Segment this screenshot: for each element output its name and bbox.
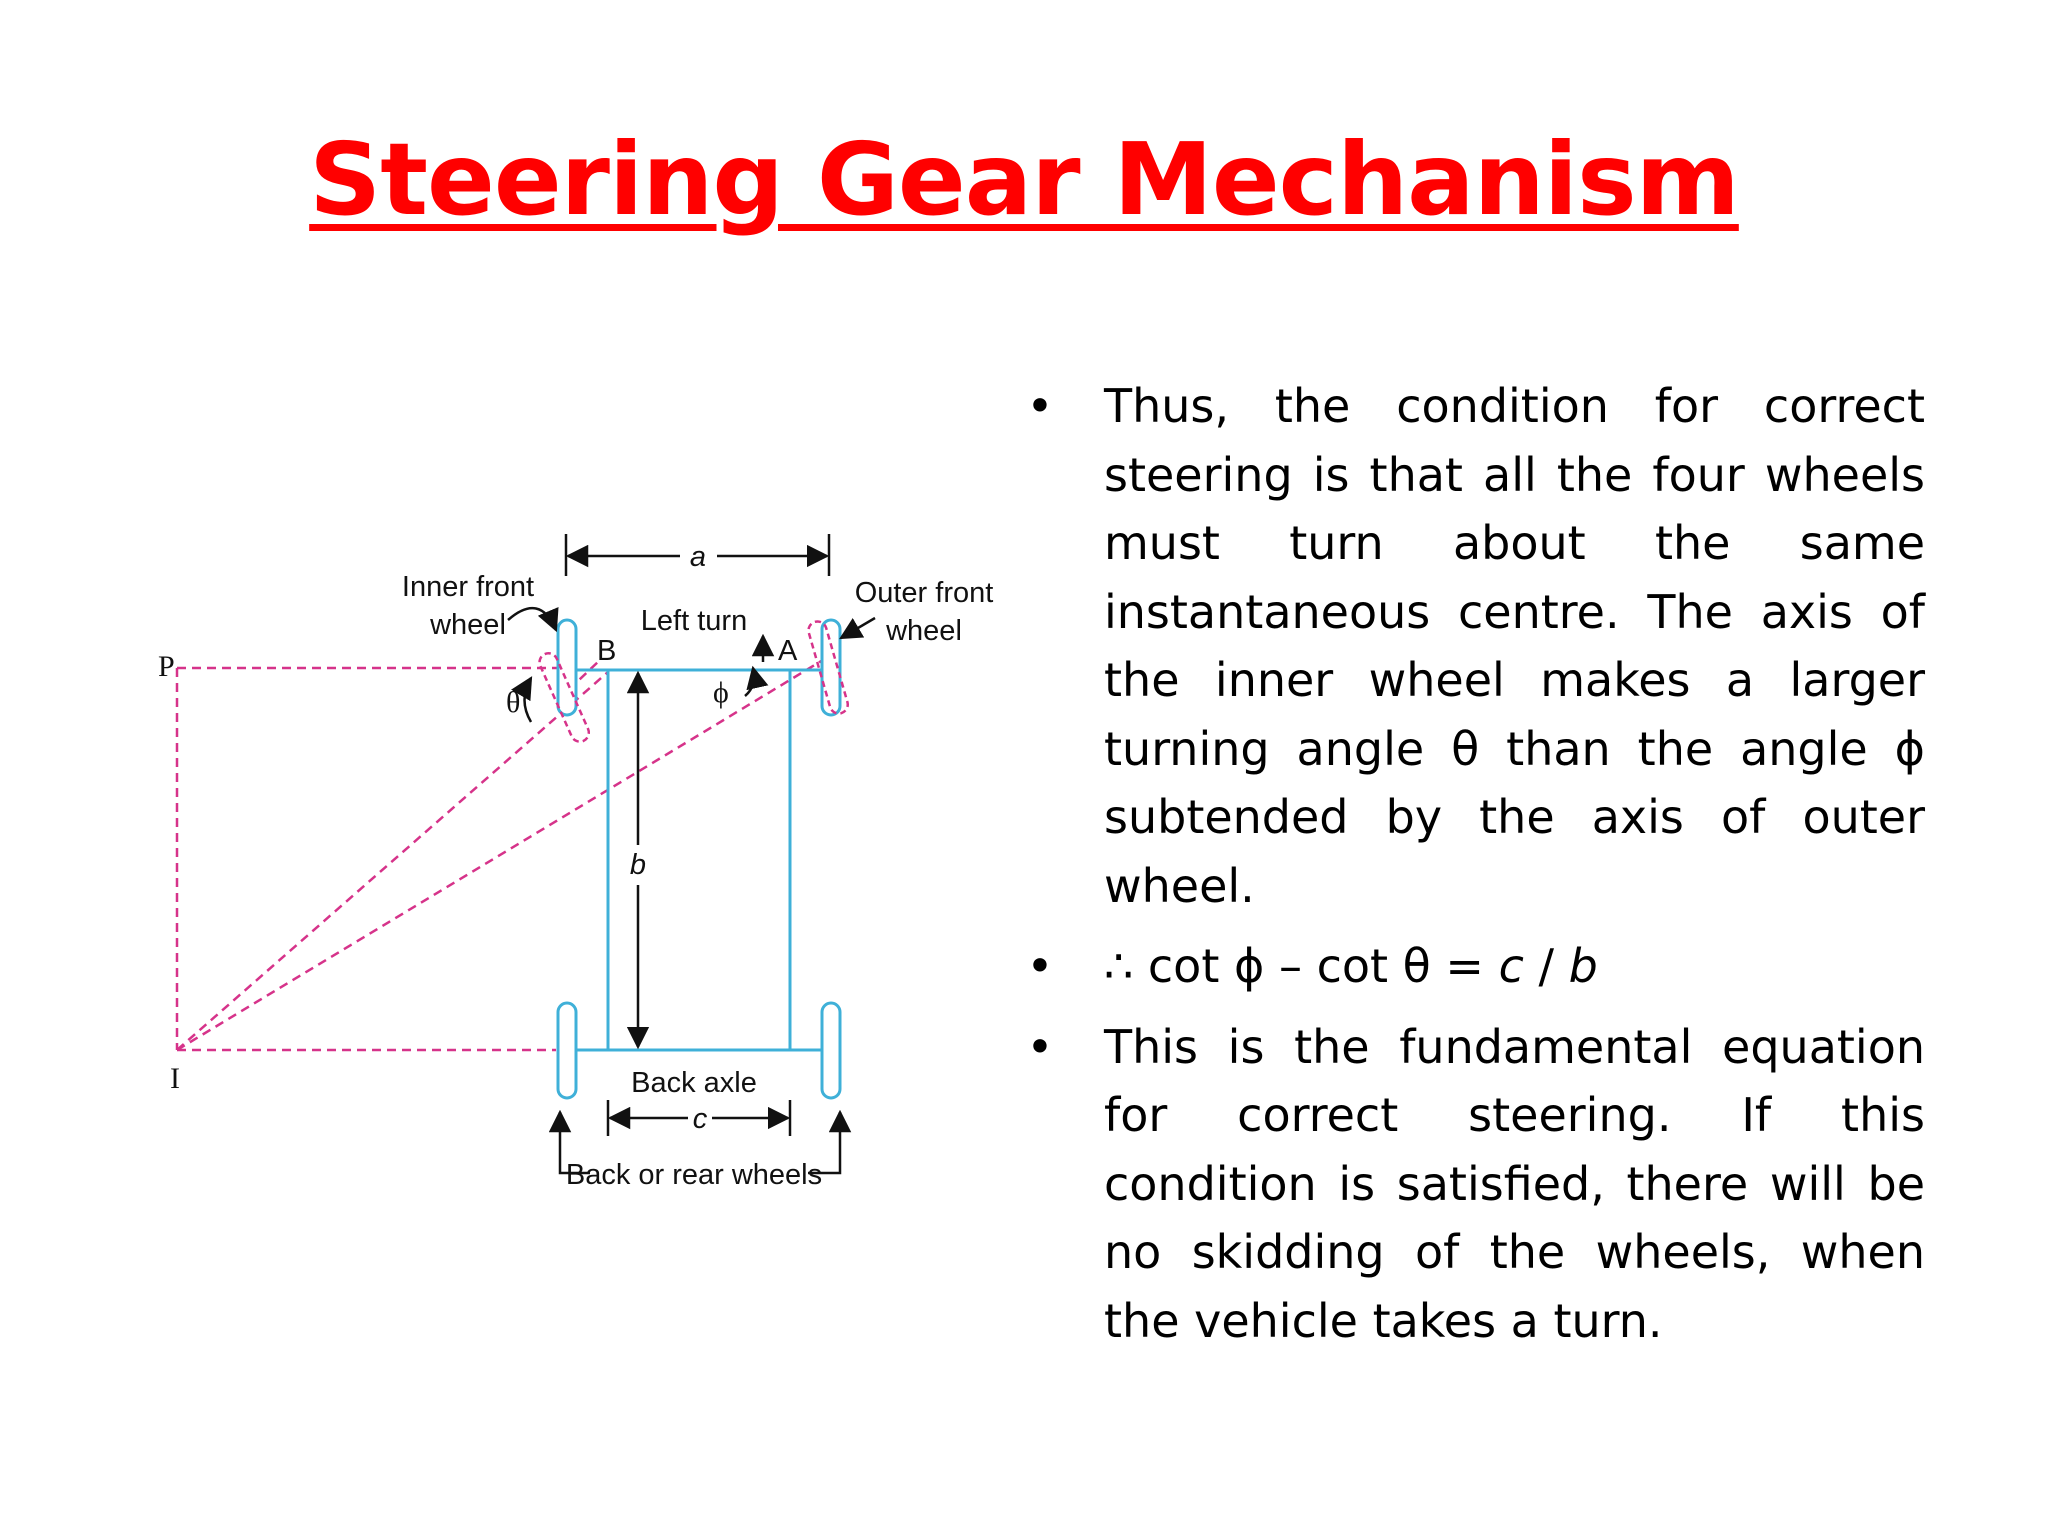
point-P-label: P (158, 650, 175, 683)
inner-front-wheel-label-line2: wheel (430, 609, 506, 641)
dim-c-label: c (692, 1103, 708, 1135)
left-turn-label: Left turn (640, 605, 748, 637)
back-axle-label: Back axle (631, 1067, 757, 1099)
bullet-marker: • (1026, 939, 1054, 993)
angle-theta-label: θ (506, 686, 521, 719)
dim-b-label: b (629, 849, 647, 881)
bullet-text: Thus, the condition for correct steering is that all the four wheels must turn about the same instantaneous centre. The axis of the inner wheel makes a larger turning angle θ than the angle ϕ subtended by the axis of outer wheel. (1104, 379, 1925, 913)
angle-phi-label: ϕ (713, 676, 729, 709)
rear-left-wheel (558, 1003, 576, 1098)
line-I-to-outer-wheel (177, 660, 823, 1050)
bullet-item-fundamental (1020, 1013, 1925, 1356)
bullet-text: This is the fundamental equation for correct steering. If this condition is satisfied, there will be no skidding of the wheels, when the vehicle takes a turn. (1104, 1019, 1925, 1348)
slide-title: Steering Gear Mechanism (309, 121, 1739, 238)
outer-front-wheel-label-line1: Outer front (854, 577, 994, 609)
theta-arc (525, 678, 532, 722)
equation-slash: / (1523, 939, 1569, 993)
point-A-label: A (778, 635, 798, 667)
steering-geometry-diagram (145, 520, 1025, 1200)
wheels (558, 620, 840, 1098)
inner-front-wheel-label-line1: Inner front (401, 571, 535, 603)
equation-c: c (1498, 939, 1524, 993)
bullet-list (1020, 372, 1925, 1367)
point-B-label: B (597, 635, 617, 667)
back-wheels-label: Back or rear wheels (565, 1159, 823, 1191)
bullet-marker: • (1026, 379, 1054, 433)
line-I-to-inner-wheel (177, 672, 608, 1050)
inner-wheel-callout-arrow (508, 608, 556, 630)
phi-arc (745, 668, 754, 696)
point-I-label: I (170, 1062, 180, 1095)
outer-wheel-callout-arrow (841, 618, 875, 638)
vehicle-frame (575, 670, 822, 1050)
bullet-item-equation (1020, 932, 1925, 1001)
construction-lines (177, 660, 823, 1050)
outer-front-wheel-label-line2: wheel (886, 615, 962, 647)
dim-a-label: a (689, 541, 707, 573)
equation-b: b (1568, 939, 1598, 993)
rear-right-wheel (822, 1003, 840, 1098)
turned-wheel-outlines (537, 619, 850, 744)
bullet-marker: • (1026, 1019, 1054, 1074)
bullet-item-condition (1020, 372, 1925, 920)
equation-prefix: ∴ cot ϕ – cot θ = (1104, 939, 1499, 993)
steering-equation (1104, 932, 1925, 1001)
